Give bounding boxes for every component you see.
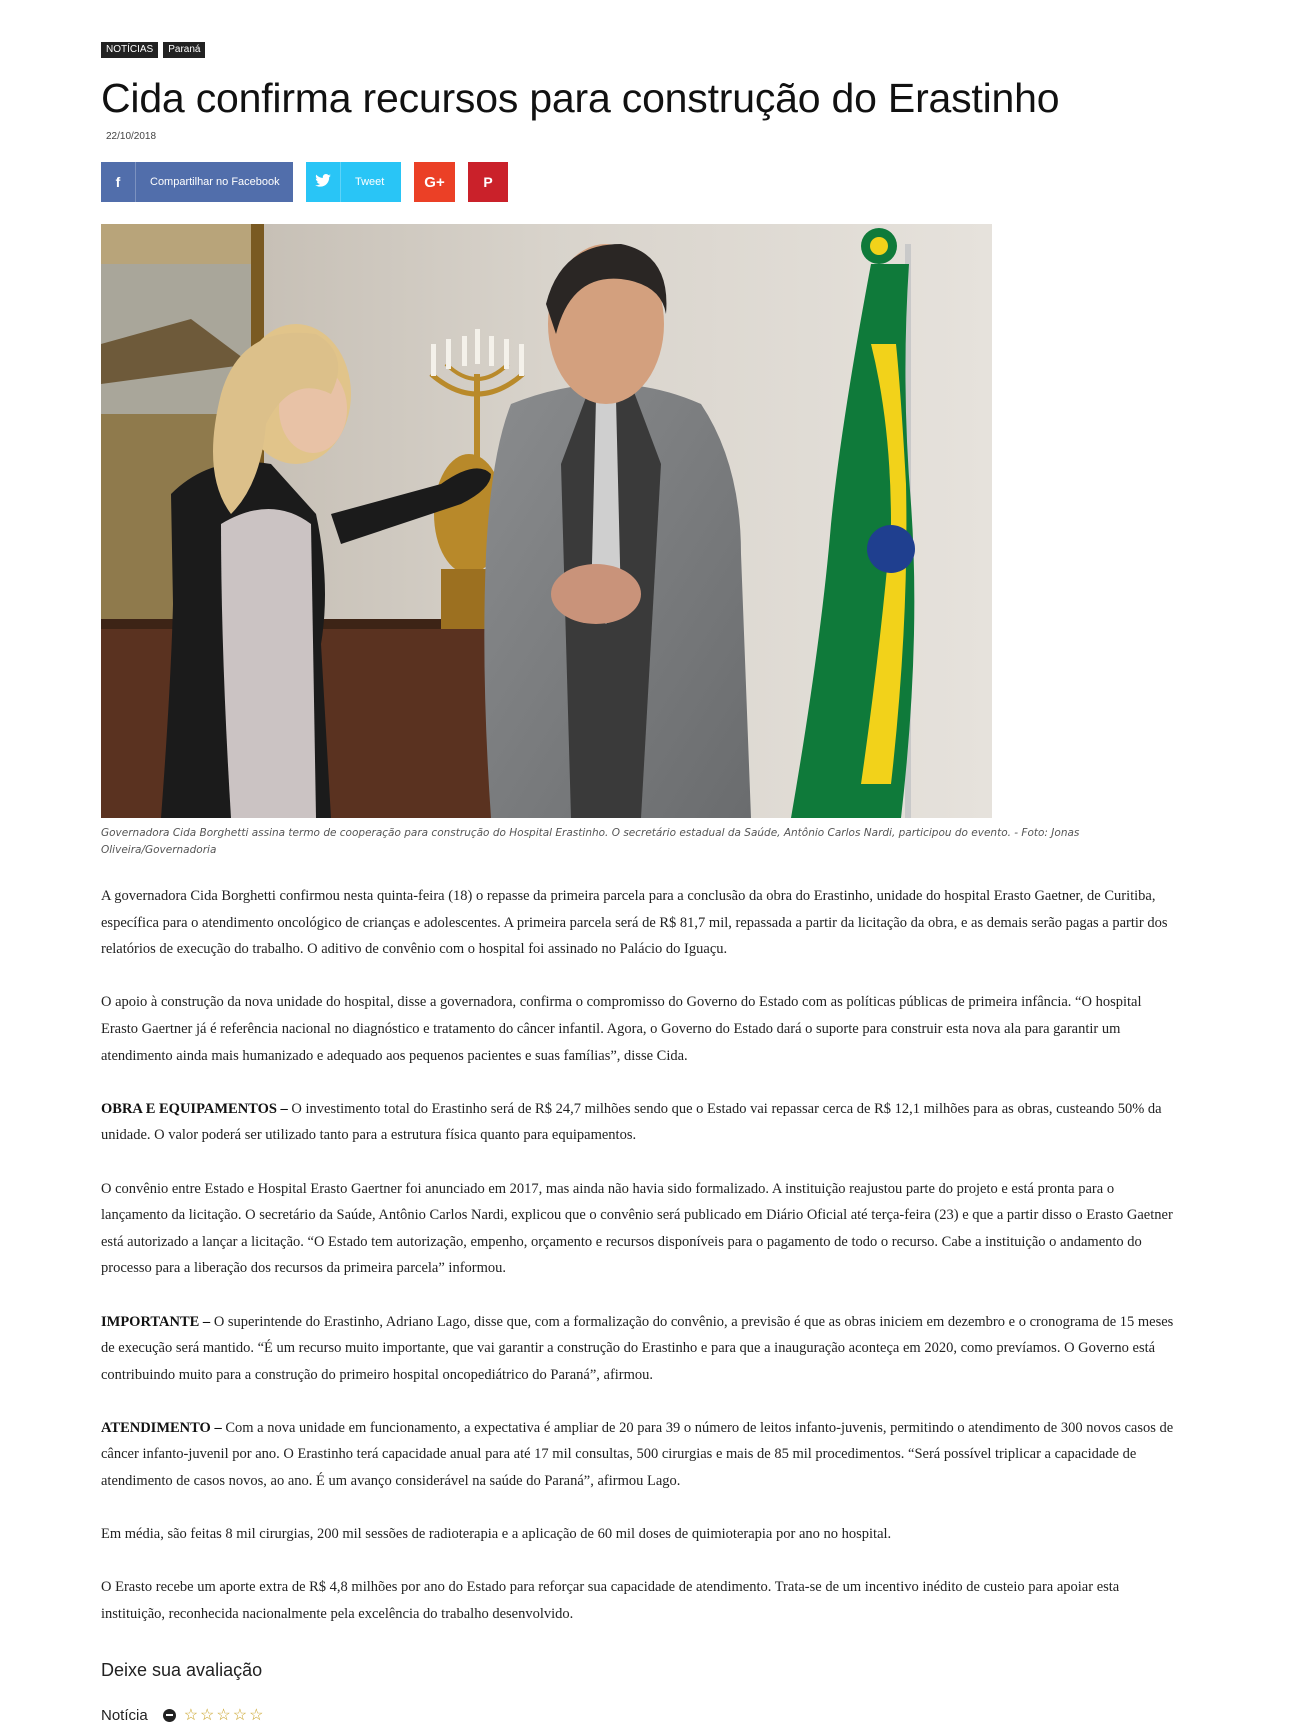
section-lead: ATENDIMENTO – [101, 1419, 222, 1436]
pinterest-icon: P [483, 174, 493, 190]
star-2-icon[interactable]: ☆ [200, 1707, 215, 1724]
share-facebook-button[interactable] [101, 162, 293, 202]
paragraph-1: A governadora Cida Borghetti confirmou nesta quinta-feira (18) o repasse da primeira parcela para a conclusão da obra do Erastinho, unidade do hospital Erasto Gaetner, de Curitiba, específica para o atendimento oncológico de crianças e adolescentes. A primeira parcela será de R$ 81,7 mil, repassada a partir da licitação da obra, e as demais serão pagas a partir dos relatórios de execução do trabalho. O aditivo de convênio com o hospital foi assinado no Palácio do Iguaçu. [101, 888, 1168, 958]
rating-heading: Deixe sua avaliação [101, 1660, 263, 1680]
share-pinterest-button[interactable] [468, 162, 508, 202]
photo-caption: Governadora Cida Borghetti assina termo de cooperação para construção do Hospital Erastinho. O secretário estadual da Saúde, Antônio Carlos Nardi, participou do evento. - Foto: Jonas Oliveira/Governadoria [101, 827, 1080, 856]
section-lead: IMPORTANTE – [101, 1313, 211, 1330]
share-twitter-label: Tweet [355, 176, 385, 188]
share-googleplus-button[interactable] [414, 162, 455, 202]
category-tags [101, 42, 205, 58]
article-body [101, 883, 1176, 1654]
paragraph-4: O convênio entre Estado e Hospital Erasto Gaertner foi anunciado em 2017, mas ainda não havia sido formalizado. A instituição reajustou parte do projeto e está pronta para o lançamento da licitação. O secretário da Saúde, Antônio Carlos Nardi, explicou que o convênio será publicado em Diário Oficial até terça-feira (23) e que a partir disso o Erasto Gaetner está autorizado a lançar a licitação. “O Estado tem autorização, empenho, orçamento e recursos disponíveis para o pagamento de todo o recurso. Cabe a instituição o andamento do processo para a liberação dos recursos da primeira parcela” informou. [101, 1180, 1173, 1277]
clear-rating-icon[interactable] [163, 1709, 176, 1722]
star-4-icon[interactable]: ☆ [232, 1707, 248, 1724]
star-5-icon[interactable]: ☆ [249, 1707, 264, 1724]
star-3-icon[interactable]: ☆ [216, 1707, 231, 1724]
article-date: 22/10/2018 [106, 131, 157, 142]
paragraph-atendimento: ATENDIMENTO – Com a nova unidade em funcionamento, a expectativa é ampliar de 20 para 39 o número de leitos infanto-juvenis, permitindo o atendimento de 300 novos casos de câncer infanto-juvenil por ano. O Erastinho terá capacidade anual para até 17 mil consultas, 500 cirurgias e mais de 85 mil procedimentos. “Será possível triplicar a capacidade de atendimento de casos novos, ao ano. É um avanço considerável na saúde do Paraná”, afirmou Lago. [101, 1419, 1174, 1490]
share-twitter-button[interactable] [306, 162, 401, 202]
category-tag-parana[interactable]: Paraná [163, 42, 205, 58]
rating-label: Notícia [101, 1706, 148, 1724]
google-plus-icon: G+ [424, 173, 445, 191]
star-1-icon[interactable]: ☆ [183, 1707, 199, 1724]
twitter-bird-icon [306, 174, 340, 190]
photo-illustration [101, 224, 992, 818]
section-lead: OBRA E EQUIPAMENTOS – [101, 1100, 288, 1117]
paragraph-2: O apoio à construção da nova unidade do hospital, disse a governadora, confirma o compromisso do Governo do Estado com as políticas públicas de primeira infância. “O hospital Erasto Gaertner já é referência nacional no diagnóstico e tratamento do câncer infantil. Agora, o Governo do Estado dará o suporte para construir esta nova ala para garantir um atendimento ainda mais humanizado e adequado aos pequenos pacientes e suas famílias”, disse Cida. [101, 994, 1142, 1064]
paragraph-obra-equipamentos: OBRA E EQUIPAMENTOS – O investimento total do Erastinho será de R$ 24,7 milhões sendo que o Estado vai repassar cerca de R$ 12,1 milhões para as obras, custeando 50% da unidade. O valor poderá ser utilizado tanto para a estrutura física quanto para equipamentos. [101, 1100, 1162, 1144]
paragraph-importante: IMPORTANTE – O superintende do Erastinho, Adriano Lago, disse que, com a formalização do convênio, a previsão é que as obras iniciem em dezembro e o cronograma de 15 meses de execução será mantido. “É um recurso muito importante, que vai garantir a construção do Erastinho e para que a inauguração aconteça em 2020, como prevíamos. O Governo está contribuindo muito para a construção do primeiro hospital oncopediátrico do Paraná”, afirmou. [101, 1313, 1174, 1383]
share-facebook-label: Compartilhar no Facebook [150, 176, 280, 188]
article-title: Cida confirma recursos para construção do Erastinho [101, 75, 1060, 121]
paragraph-7: Em média, são feitas 8 mil cirurgias, 200 mil sessões de radioterapia e a aplicação de 60 mil doses de quimioterapia por ano no hospital. [101, 1526, 892, 1543]
facebook-icon: f [115, 174, 121, 190]
article-photo [101, 224, 992, 818]
share-bar [101, 162, 508, 202]
paragraph-8: O Erasto recebe um aporte extra de R$ 4,8 milhões por ano do Estado para reforçar sua capacidade de atendimento. Trata-se de um incentivo inédito de custeio para apoiar esta instituição, reconhecida nacionalmente pela excelência do trabalho desenvolvido. [101, 1579, 1120, 1623]
rating-row [101, 1705, 265, 1725]
category-tag-noticias[interactable]: NOTÍCIAS [101, 42, 158, 58]
